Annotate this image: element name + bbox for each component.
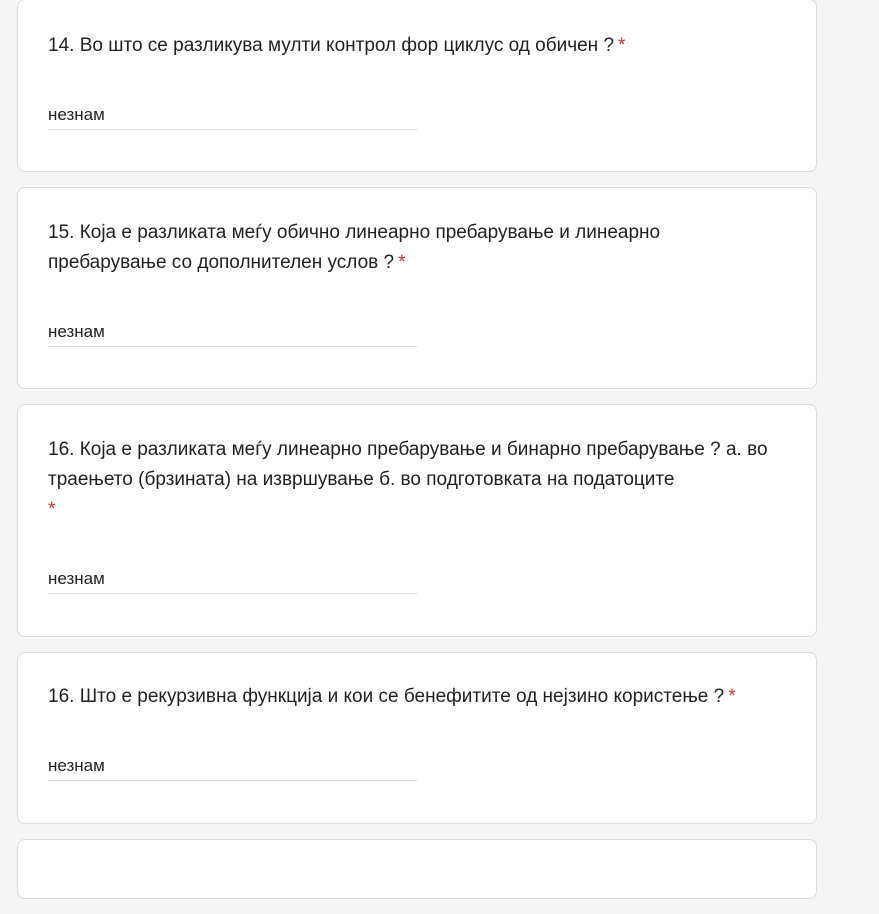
required-asterisk: * [48,499,56,520]
question-title [48,682,776,712]
question-text: 16. Што е рекурзивна функција и кои се бенефитите од нејзино користење ? [48,686,725,707]
question-text: 16. Која е разликата меѓу линеарно пребарување и бинарно пребарување ? а. во траењето (брзината) на извршување б. во подготовката на податоците [48,439,768,490]
question-title [48,218,776,278]
answer-field[interactable]: незнам [48,317,417,347]
answer-field[interactable]: незнам [48,564,417,594]
question-card-next [17,839,817,899]
question-card-14 [17,0,817,172]
required-asterisk: * [728,686,736,707]
question-title [48,31,776,61]
question-text: 15. Која е разликата меѓу обично линеарно пребарување и линеарно пребарување со дополнителен услов ? [48,222,661,273]
required-asterisk: * [618,35,626,56]
form-question-list [17,0,817,914]
question-card-15 [17,187,817,389]
question-card-16-recursion [17,652,817,824]
question-title [48,435,776,525]
question-card-16-search [17,404,817,637]
answer-field[interactable]: незнам [48,100,417,130]
question-text: 14. Во што се разликува мулти контрол фор циклус од обичен ? [48,35,615,56]
required-asterisk: * [398,252,406,273]
answer-field[interactable]: незнам [48,751,417,781]
